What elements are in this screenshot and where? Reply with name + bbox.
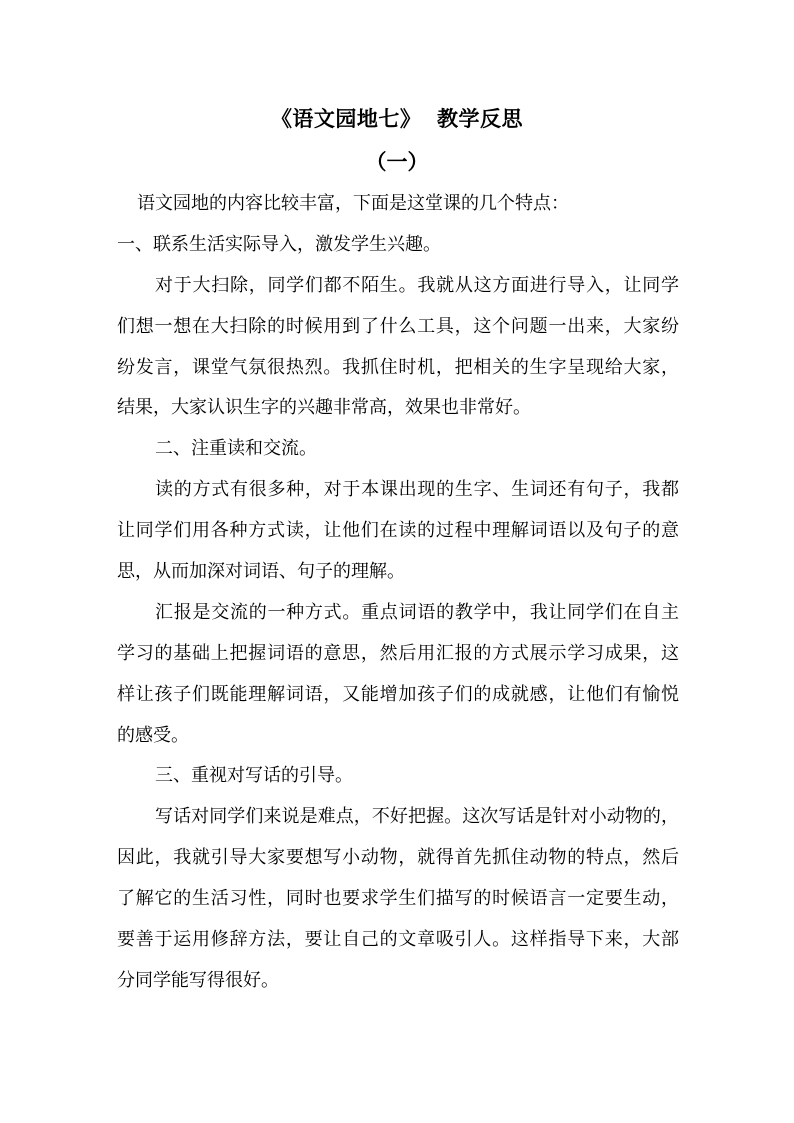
paragraph-line: 汇报是交流的一种方式。重点词语的教学中，我让同学们在自主 bbox=[155, 601, 679, 623]
paragraph-line: 们想一想在大扫除的时候用到了什么工具，这个问题一出来，大家纷 bbox=[117, 315, 679, 337]
paragraph-line: 要善于运用修辞方法，要让自己的文章吸引人。这样指导下来，大部 bbox=[117, 929, 679, 951]
heading-one: 一、联系生活实际导入，激发学生兴趣。 bbox=[117, 233, 441, 255]
paragraph-line: 读的方式有很多种，对于本课出现的生字、生词还有句子，我都 bbox=[155, 479, 679, 501]
paragraph-line: 结果，大家认识生字的兴趣非常高，效果也非常好。 bbox=[117, 397, 531, 419]
paragraph-line: 写话对同学们来说是难点，不好把握。这次写话是针对小动物的， bbox=[155, 806, 679, 828]
paragraph-line: 了解它的生活习性，同时也要求学生们描写的时候语言一定要生动， bbox=[117, 888, 679, 910]
paragraph-line: 因此，我就引导大家要想写小动物，就得首先抓住动物的特点，然后 bbox=[117, 847, 679, 869]
paragraph-line: 学习的基础上把握词语的意思，然后用汇报的方式展示学习成果，这 bbox=[117, 642, 679, 664]
paragraph-line: 的感受。 bbox=[117, 724, 189, 746]
page-title: 《语文园地七》 教学反思 bbox=[270, 106, 524, 131]
document-body bbox=[117, 184, 679, 1002]
section-number: （一） bbox=[365, 149, 429, 174]
paragraph-line: 让同学们用各种方式读，让他们在读的过程中理解词语以及句子的意 bbox=[117, 520, 679, 542]
paragraph-line: 样让孩子们既能理解词语，又能增加孩子们的成就感，让他们有愉悦 bbox=[117, 683, 679, 705]
paragraph-line: 思，从而加深对词语、句子的理解。 bbox=[117, 561, 405, 583]
intro-line: 语文园地的内容比较丰富，下面是这堂课的几个特点： bbox=[137, 193, 569, 214]
paragraph-line: 纷发言，课堂气氛很热烈。我抓住时机，把相关的生字呈现给大家， bbox=[117, 356, 679, 378]
heading-three: 三、重视对写话的引导。 bbox=[155, 765, 353, 787]
paragraph-line: 分同学能写得很好。 bbox=[117, 969, 279, 991]
paragraph-line: 对于大扫除，同学们都不陌生。我就从这方面进行导入，让同学 bbox=[155, 274, 679, 296]
heading-two: 二、注重读和交流。 bbox=[155, 438, 317, 460]
